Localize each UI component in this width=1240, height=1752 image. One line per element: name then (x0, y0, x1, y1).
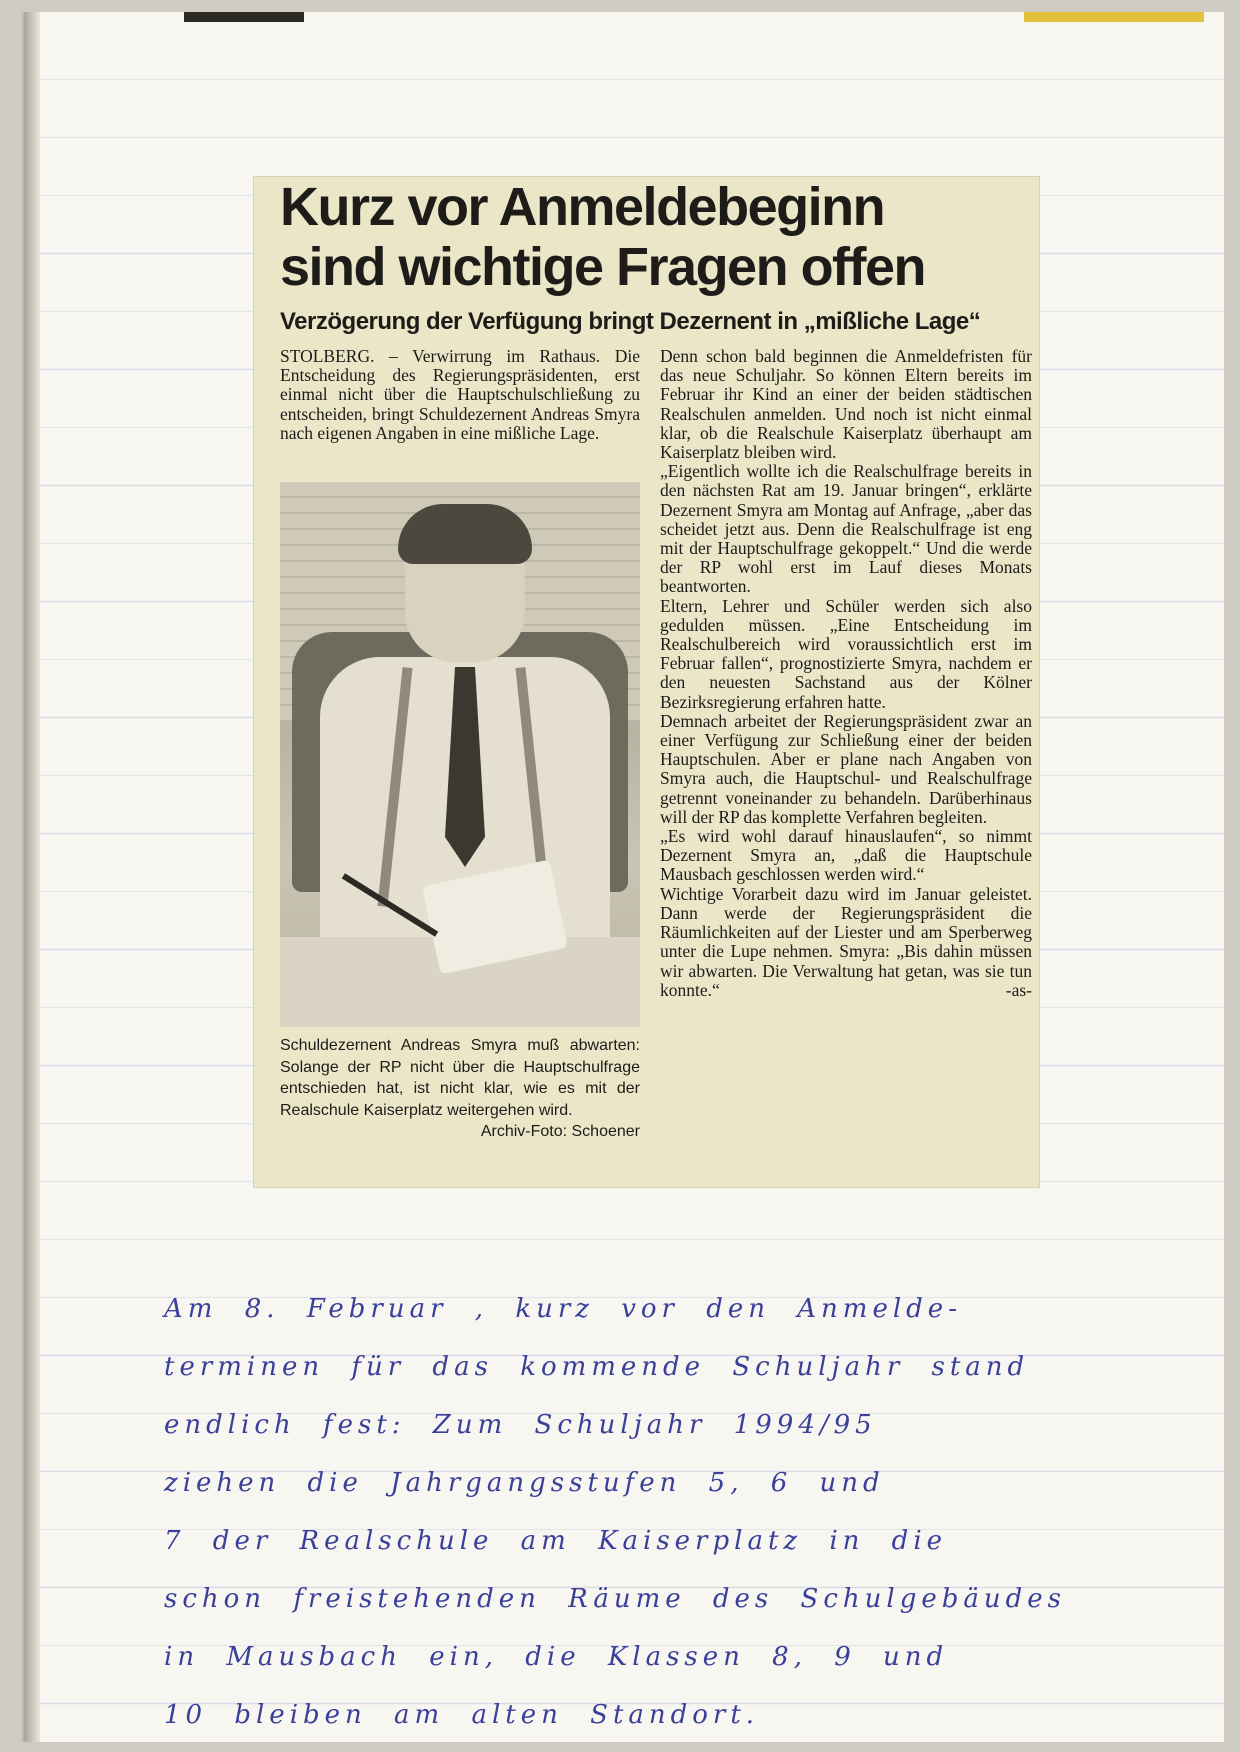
article-headline (280, 177, 1020, 297)
article-paragraph: Denn schon bald beginnen die Anmeldefristen für das neue Schuljahr. So können Eltern bereits im Februar ihr Kind an einer der beiden städtischen Realschulen anmelden. Und noch ist nicht einmal klar, ob die Realschule Kaiserplatz überhaupt am Kaiserplatz bleiben wird. (660, 346, 1032, 463)
tape-strip (184, 12, 304, 22)
handwritten-note (164, 1280, 1154, 1744)
author-signoff: -as- (1005, 979, 1032, 1000)
handwritten-line: terminen für das kommende Schuljahr stand (164, 1352, 1030, 1382)
article-column-right (660, 347, 1032, 1000)
photo-caption (280, 1035, 640, 1143)
article-photo (280, 482, 640, 1027)
article-paragraph: „Eigentlich wollte ich die Realschulfrage bereits in den nächsten Rat am 19. Januar bringen“, erklärte Dezernent Smyra am Montag auf Anfrage, „aber das scheidet jetzt aus. Denn die Realschulfrage ist eng mit der Hauptschulfrage gekoppelt.“ Und die werde der RP wohl erst im Lauf dieses Monats beantworten. (660, 461, 1032, 597)
article-lead-paragraph: STOLBERG. – Verwirrung im Rathaus. Die Entscheidung des Regierungspräsidenten, erst einmal nicht über die Hauptschulschließung zu entscheiden, bringt Schuldezernent Andreas Smyra nach eigenen Angaben in eine mißliche Lage. (280, 346, 640, 443)
notebook-page (22, 12, 1224, 1742)
handwritten-line: 10 bleiben am alten Standort. (164, 1700, 760, 1730)
tape-strip (1024, 12, 1204, 22)
article-subhead: Verzögerung der Verfügung bringt Dezernent in „mißliche Lage“ (280, 308, 981, 335)
caption-text: Schuldezernent Andreas Smyra muß abwarten: Solange der RP nicht über die Hauptschulfrage entschieden hat, ist nicht klar, wie es mit der Realschule Kaiserplatz weitergehen wird. (280, 1037, 640, 1119)
photo-credit: Archiv-Foto: Schoener (480, 1123, 640, 1140)
article-column-left (280, 347, 640, 443)
headline-line-2: sind wichtige Fragen offen (280, 237, 926, 297)
headline-line-1: Kurz vor Anmeldebeginn (280, 177, 885, 237)
article-paragraph: Demnach arbeitet der Regierungspräsident zwar an einer Verfügung zur Schließung einer der beiden Hauptschulen. Aber er plane nach Angaben von Smyra auch, die Hauptschul- und Realschulfrage getrennt voneinander zu behandeln. Darüberhinaus will der RP das komplette Verfahren begleiten. (660, 710, 1032, 827)
handwritten-line: Am 8. Februar , kurz vor den Anmelde- (164, 1294, 962, 1324)
handwritten-line: ziehen die Jahrgangsstufen 5, 6 und (164, 1468, 885, 1498)
article-closing-text: Wichtige Vorarbeit dazu wird im Januar geleistet. Dann werde der Regierungspräsident die Räumlichkeiten auf der Liester und am Sperberweg unter die Lupe nehmen. Smyra: „Bis dahin müssen wir abwarten. Die Verwaltung hat getan, was sie tun konnte.“ (660, 883, 1032, 1000)
article-paragraph: „Es wird wohl darauf hinauslaufen“, so nimmt Dezernent Smyra an, „daß die Hauptschule Mausbach geschlossen werden wird.“ (660, 826, 1032, 885)
handwritten-line: 7 der Realschule am Kaiserplatz in die (164, 1526, 948, 1556)
notebook-binding (24, 12, 40, 1742)
handwritten-line: schon freistehenden Räume des Schulgebäudes (164, 1584, 1066, 1614)
photo-hair (398, 504, 532, 564)
handwritten-line: endlich fest: Zum Schuljahr 1994/95 (164, 1410, 877, 1440)
handwritten-line: in Mausbach ein, die Klassen 8, 9 und (164, 1642, 949, 1672)
article-paragraph: Eltern, Lehrer und Schüler werden sich also gedulden müssen. „Eine Entscheidung im Realschulbereich wird voraussichtlich erst im Februar fallen“, prognostizierte Smyra, nachdem er den neuesten Sachstand aus der Kölner Bezirksregierung erfahren hatte. (660, 595, 1032, 712)
newspaper-clipping (254, 177, 1039, 1187)
article-paragraph (660, 885, 1032, 1000)
